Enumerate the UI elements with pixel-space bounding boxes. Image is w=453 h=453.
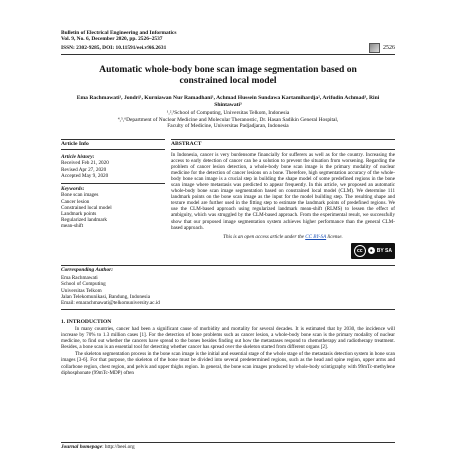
keyword-item: Regularized landmark <box>61 217 107 224</box>
body-paragraph: The skeleton segmentation process in the bone scan image is the initial and essential stage of the whole stage of the metastasis detection system in bone scan images [3-6]. For that purpose, the skeleton of the bone must be divided into several predetermined regions, such as the head and spine region, upper arms and collarbone region, chest region, and pelvis and upper thighs region. In general, the bone scan images produced by whole-body scintigraphy with 99mTc-methylene diphosphonate (99mTc-MDP) often <box>61 351 395 376</box>
license-link[interactable]: CC BY-SA <box>305 233 327 240</box>
license-prefix: This is an open access article under the <box>223 233 306 240</box>
corresponding-line: Jalan Telekomunikasi, Bandung, Indonesia <box>61 293 151 300</box>
abstract-heading: ABSTRACT <box>171 139 395 150</box>
history-item: Accepted May 9, 2020 <box>61 172 109 179</box>
corresponding-line: School of Computing <box>61 281 106 288</box>
footer-label: Journal homepage <box>61 444 103 450</box>
cc-license-badge[interactable] <box>351 243 395 259</box>
corresponding-author-block <box>61 265 395 310</box>
creative-commons-icon: cc <box>354 245 366 257</box>
affiliation-line: ⁴,⁵,⁶Department of Nuclear Medicine and Molecular Theranostic, Dr. Hasan Sadikin General Hospital, <box>117 116 339 123</box>
keyword-item: Constrained local model <box>61 204 112 211</box>
journal-name: Bulletin of Electrical Engineering and Informatics <box>61 30 177 36</box>
paper-page <box>61 30 395 376</box>
history-item: Received Feb 21, 2020 <box>61 160 109 167</box>
affiliations <box>61 110 395 129</box>
journal-header <box>61 30 395 55</box>
abstract-text: In Indonesia, cancer is very burdensome financially for sufferers as well as for the country. Increasing the access to early detection of cancer can be a solution to prevent the situation from worsening. Regarding the problem of cancer lesion detection, a whole-body bone scan image is the primary modality of nuclear medicine for the detection of cancer lesions on a bone. Therefore, high segmentation accuracy of the whole-body bone scan image is a crucial step in building the shape model of some predefined regions in the bone scan image where metastasis was predicted to appear frequently. In this article, we proposed an automatic whole-body bone scan image segmentation based on constrained local model (CLM). We determine 111 landmark points on the bone scan image as the input for the model building step. The resulting shape and texture model are further used in the fitting step to estimate the landmark points of predefined regions. We use the CLM-based approach using regularized landmark mean-shift (RLMS) to lessen the effect of ambiguity, which was struggled by the CLM-based approach. From the experimental result, we successfully show that our proposed image segmentation system achieves higher performance than the general CLM-based approach. <box>171 152 395 231</box>
keyword-item: Cancer lesion <box>61 198 90 205</box>
affiliation-line: ¹,²,³School of Computing, Universitas Telkom, Indonesia <box>166 110 290 117</box>
header-divider <box>61 54 395 55</box>
page-number: 2526 <box>383 44 395 51</box>
cc-license-area <box>171 243 395 259</box>
keywords-heading: Keywords: <box>61 186 85 193</box>
section-heading-introduction: 1. INTRODUCTION <box>61 319 112 326</box>
info-divider <box>61 183 165 184</box>
article-info-column <box>61 139 165 258</box>
affiliation-line: Faculty of Medicine, Universitas Padjadjaran, Indonesia <box>167 123 289 129</box>
article-history-heading: Article history: <box>61 154 95 160</box>
corresponding-divider <box>61 265 395 266</box>
attribution-icon: ● <box>369 247 373 254</box>
abstract-column <box>171 139 395 258</box>
issn-line: ISSN: 2302-9285, DOI: 10.11591/eei.v9i6.2631 <box>61 44 167 51</box>
journal-logo <box>369 43 395 53</box>
keyword-item: Landmark points <box>61 211 97 218</box>
corresponding-end-divider <box>61 309 395 310</box>
keyword-item: mean-shift <box>61 223 84 230</box>
corresponding-line: Universitas Telkom <box>61 287 102 294</box>
corresponding-line: Ema Rachmawati <box>61 275 98 282</box>
license-suffix: license. <box>326 233 343 240</box>
history-item: Revised Apr 27, 2020 <box>61 166 107 173</box>
footer-url[interactable]: : http://beei.org <box>102 444 135 450</box>
corresponding-heading: Corresponding Author: <box>61 266 114 273</box>
page-footer <box>61 442 395 450</box>
body-paragraph: In many countries, cancer had been a significant cause of morbidity and mortality for several decades. It is estimated that by 2030, the incidence will increase by 70% to 1.3 million cases [1]. For the detection of bone problems such as cancer lesion, a whole-body bone scan is the primary modality of nuclear medicine, to find out whether the cancers have spread to the bones besides finding out how the metastases respond to chemotherapy and radiotherapy treatment. Besides, a bone scan is an essential tool for detecting whether cancer has spread over the skeleton started from different organs [2]. <box>61 326 395 351</box>
cc-badge-label: BY SA <box>376 247 392 254</box>
journal-logo-icon <box>369 43 380 53</box>
paper-title: Automatic whole-body bone scan image segmentation based on constrained local model <box>99 63 357 87</box>
keyword-item: Bone scan images <box>61 192 99 199</box>
corresponding-email: Email: emarachmawati@telkomuniversity.ac.id <box>61 300 160 307</box>
info-abstract-columns <box>61 139 395 258</box>
article-info-heading: Article Info <box>61 139 165 150</box>
license-statement <box>171 234 395 240</box>
author-list: Ema Rachmawati¹, Jondri¹, Kurniawan Nur Ramadhani¹, Achmad Hussein Sundawa Kartamihardja², Arifudin Achmad³, Rini Shintawati³ <box>76 95 380 108</box>
volume-line: Vol. 9, No. 6, December 2020, pp. 2526~2537 <box>61 36 163 43</box>
